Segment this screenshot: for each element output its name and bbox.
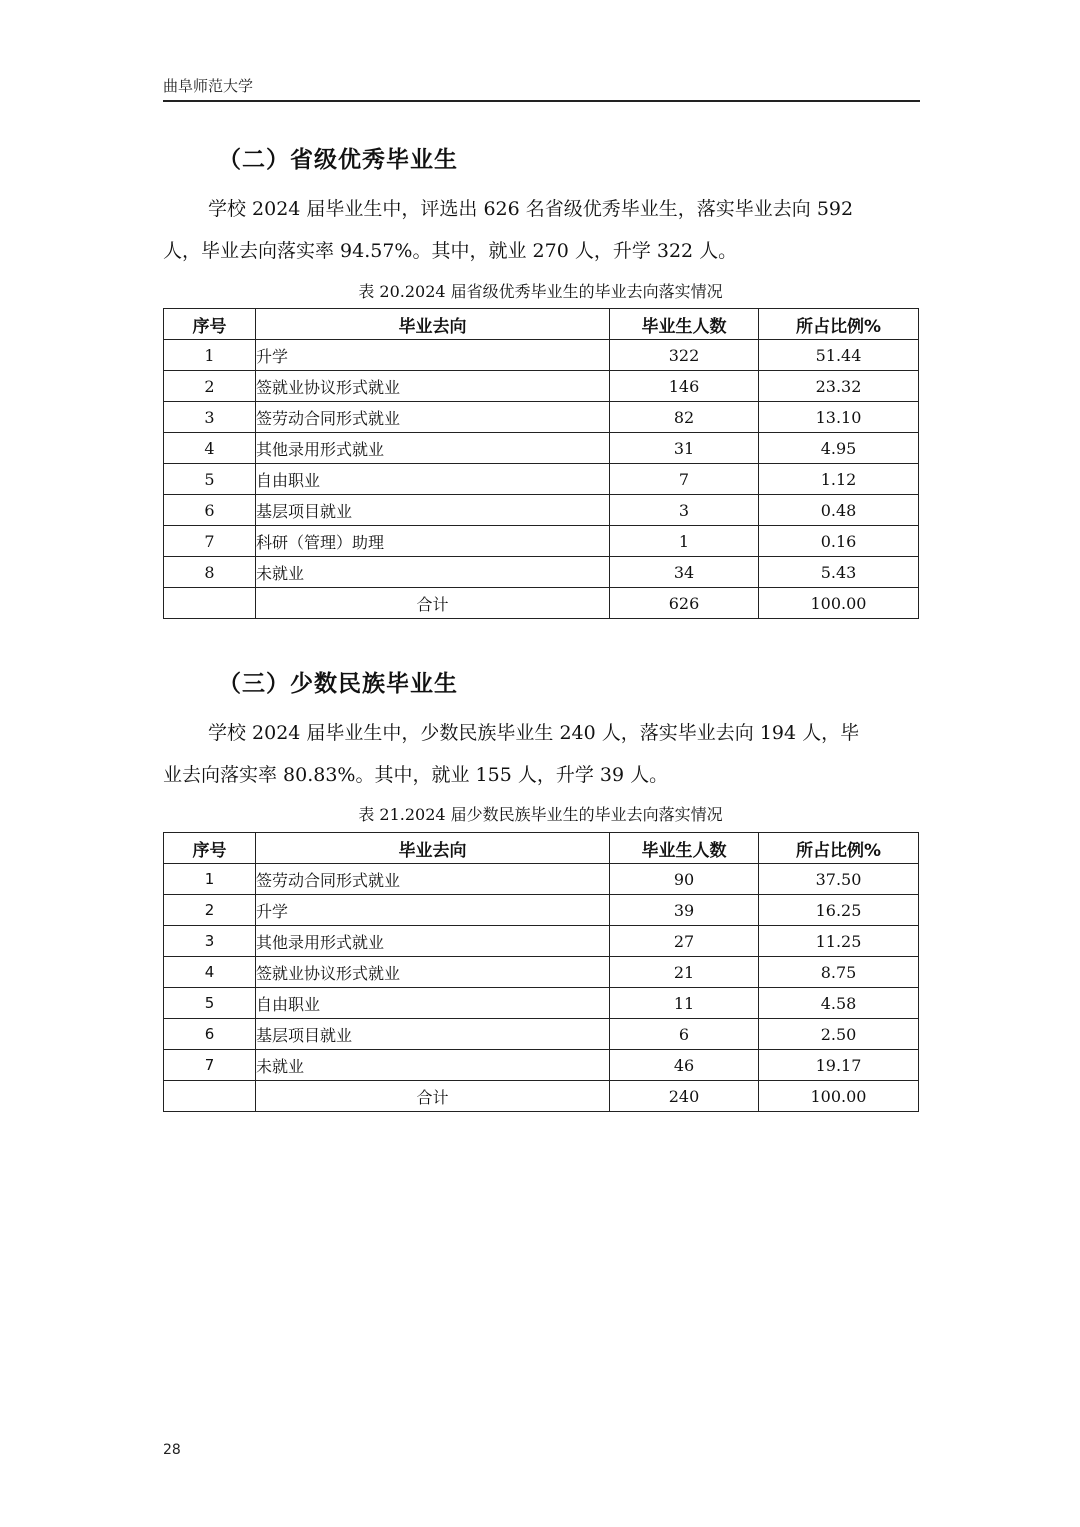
paragraph-line: 业去向落实率 80.83%。其中，就业 155 人，升学 39 人。	[163, 764, 669, 786]
table-row	[164, 495, 919, 526]
cell-total-count: 240	[610, 1081, 759, 1112]
table-row	[164, 371, 919, 402]
cell-destination: 基层项目就业	[256, 495, 610, 526]
cell-count: 90	[610, 864, 759, 895]
cell-ratio: 37.50	[759, 864, 919, 895]
table-row	[164, 340, 919, 371]
cell-index: 8	[164, 557, 256, 588]
table-row	[164, 526, 919, 557]
cell-destination: 自由职业	[256, 464, 610, 495]
cell-index: 4	[164, 433, 256, 464]
table-row	[164, 1050, 919, 1081]
cell-destination: 签就业协议形式就业	[256, 371, 610, 402]
cell-destination: 基层项目就业	[256, 1019, 610, 1050]
table-row	[164, 895, 919, 926]
cell-index: 1	[164, 340, 256, 371]
table-row	[164, 1019, 919, 1050]
cell-count: 21	[610, 957, 759, 988]
section-heading-provincial-excellent: （二）省级优秀毕业生	[218, 147, 458, 173]
cell-total-label: 合计	[256, 1081, 610, 1112]
cell-index: 6	[164, 1019, 256, 1050]
cell-ratio: 13.10	[759, 402, 919, 433]
cell-destination: 签就业协议形式就业	[256, 957, 610, 988]
table-row	[164, 402, 919, 433]
cell-ratio: 11.25	[759, 926, 919, 957]
cell-count: 82	[610, 402, 759, 433]
cell-ratio: 0.48	[759, 495, 919, 526]
table-row	[164, 464, 919, 495]
table-caption-21: 表 21.2024 届少数民族毕业生的毕业去向落实情况	[358, 805, 723, 824]
cell-ratio: 23.32	[759, 371, 919, 402]
cell-ratio: 8.75	[759, 957, 919, 988]
page-number: 28	[163, 1442, 181, 1458]
cell-index: 4	[164, 957, 256, 988]
column-header: 毕业去向	[256, 833, 610, 864]
cell-destination: 自由职业	[256, 988, 610, 1019]
cell-index: 5	[164, 464, 256, 495]
cell-index: 6	[164, 495, 256, 526]
cell-total-ratio: 100.00	[759, 1081, 919, 1112]
cell-ratio: 0.16	[759, 526, 919, 557]
cell-destination: 升学	[256, 895, 610, 926]
cell-ratio: 1.12	[759, 464, 919, 495]
cell-total-count: 626	[610, 588, 759, 619]
table-row	[164, 557, 919, 588]
cell-count: 7	[610, 464, 759, 495]
cell-index: 2	[164, 371, 256, 402]
cell-ratio: 16.25	[759, 895, 919, 926]
cell-destination: 签劳动合同形式就业	[256, 864, 610, 895]
table-row	[164, 988, 919, 1019]
cell-count: 31	[610, 433, 759, 464]
cell-count: 27	[610, 926, 759, 957]
cell-count: 3	[610, 495, 759, 526]
cell-count: 39	[610, 895, 759, 926]
cell-destination: 其他录用形式就业	[256, 926, 610, 957]
column-header: 序号	[164, 309, 256, 340]
column-header: 毕业生人数	[610, 309, 759, 340]
column-header: 所占比例%	[759, 833, 919, 864]
column-header: 毕业生人数	[610, 833, 759, 864]
table-ethnic-minority-destinations	[163, 832, 919, 1112]
table-header-row	[164, 309, 919, 340]
cell-count: 6	[610, 1019, 759, 1050]
cell-index: 7	[164, 526, 256, 557]
cell-destination: 其他录用形式就业	[256, 433, 610, 464]
table-provincial-excellent-destinations	[163, 308, 919, 619]
header-title: 曲阜师范大学	[163, 77, 254, 95]
table-caption-20: 表 20.2024 届省级优秀毕业生的毕业去向落实情况	[358, 282, 723, 301]
cell-total-ratio: 100.00	[759, 588, 919, 619]
section-heading-ethnic-minority: （三）少数民族毕业生	[218, 671, 458, 697]
cell-index: 1	[164, 864, 256, 895]
column-header: 毕业去向	[256, 309, 610, 340]
cell-index: 3	[164, 926, 256, 957]
cell-ratio: 19.17	[759, 1050, 919, 1081]
column-header: 所占比例%	[759, 309, 919, 340]
paragraph-line: 人，毕业去向落实率 94.57%。其中，就业 270 人，升学 322 人。	[163, 240, 738, 262]
cell-index: 7	[164, 1050, 256, 1081]
cell-ratio: 4.58	[759, 988, 919, 1019]
table-header-row	[164, 833, 919, 864]
cell-ratio: 2.50	[759, 1019, 919, 1050]
cell-destination: 未就业	[256, 1050, 610, 1081]
table-row	[164, 926, 919, 957]
cell-count: 1	[610, 526, 759, 557]
cell-destination: 签劳动合同形式就业	[256, 402, 610, 433]
page-header	[163, 76, 920, 102]
column-header: 序号	[164, 833, 256, 864]
table-row	[164, 433, 919, 464]
cell-empty	[164, 1081, 256, 1112]
cell-total-label: 合计	[256, 588, 610, 619]
cell-empty	[164, 588, 256, 619]
section-paragraph-provincial-excellent	[163, 188, 918, 272]
cell-count: 34	[610, 557, 759, 588]
cell-ratio: 51.44	[759, 340, 919, 371]
cell-count: 146	[610, 371, 759, 402]
table-row	[164, 957, 919, 988]
paragraph-line: 学校 2024 届毕业生中，评选出 626 名省级优秀毕业生，落实毕业去向 592	[208, 198, 854, 220]
cell-count: 46	[610, 1050, 759, 1081]
cell-count: 322	[610, 340, 759, 371]
table-total-row	[164, 588, 919, 619]
cell-ratio: 4.95	[759, 433, 919, 464]
cell-index: 5	[164, 988, 256, 1019]
table-row	[164, 864, 919, 895]
section-paragraph-ethnic-minority	[163, 712, 918, 796]
cell-destination: 未就业	[256, 557, 610, 588]
cell-ratio: 5.43	[759, 557, 919, 588]
table-total-row	[164, 1081, 919, 1112]
cell-destination: 科研（管理）助理	[256, 526, 610, 557]
cell-destination: 升学	[256, 340, 610, 371]
cell-index: 3	[164, 402, 256, 433]
paragraph-line: 学校 2024 届毕业生中，少数民族毕业生 240 人，落实毕业去向 194 人，毕	[208, 722, 860, 744]
cell-index: 2	[164, 895, 256, 926]
cell-count: 11	[610, 988, 759, 1019]
